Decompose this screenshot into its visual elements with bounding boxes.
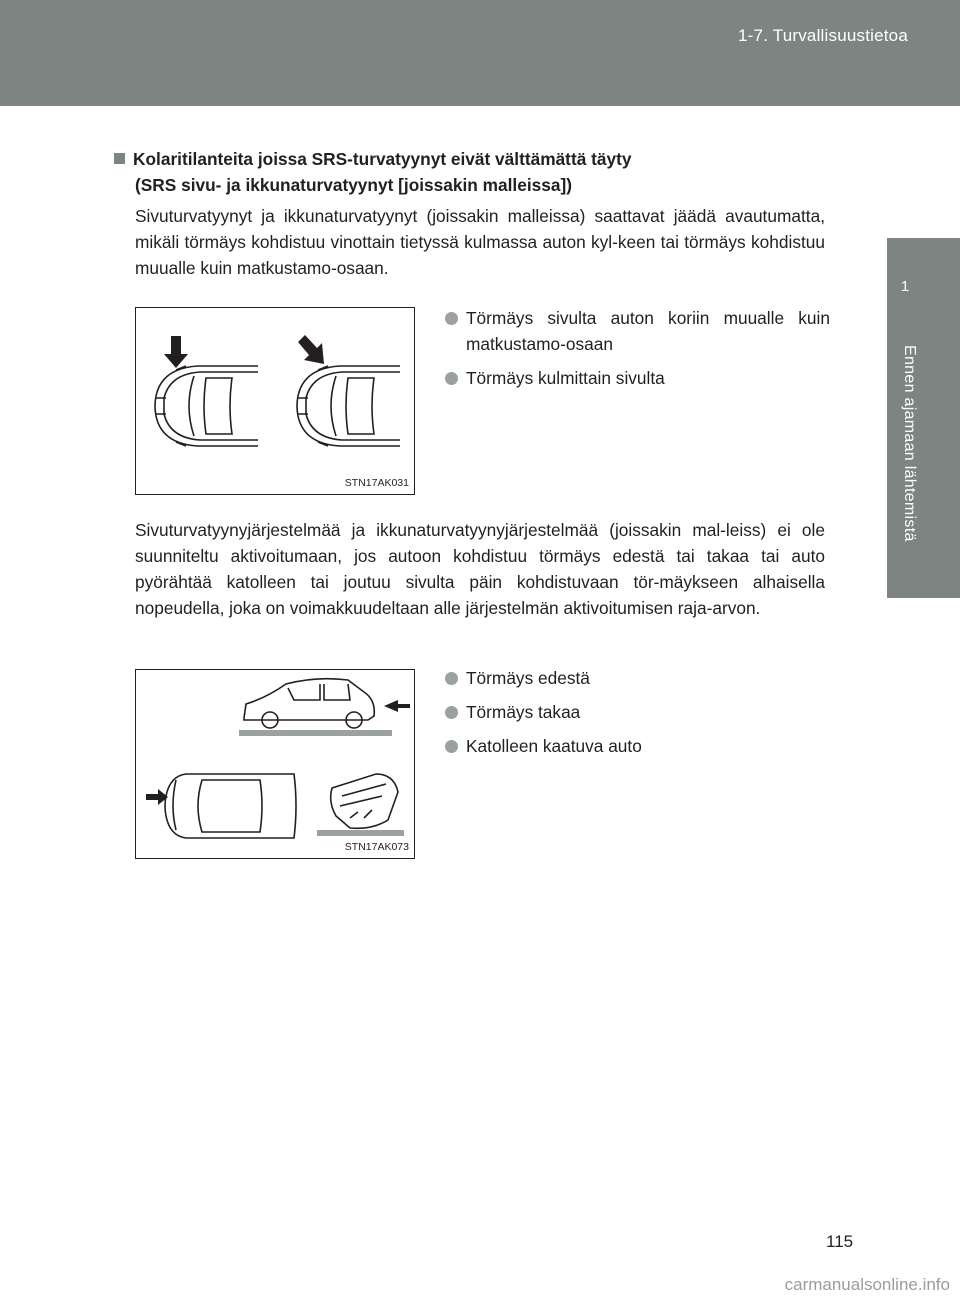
bullet-icon [445,312,458,325]
figure-front-rear-rollover [135,669,415,859]
list-item: Törmäys takaa [445,699,830,725]
heading-line-2: (SRS sivu- ja ikkunaturvatyynyt [joissakin malleissa]) [135,175,572,195]
section-title: 1-7. Turvallisuustietoa [738,26,908,45]
chapter-title: Ennen ajamaan lähtemistä [901,345,918,542]
list-item: Törmäys sivulta auton koriin muualle kuin matkustamo-osaan [445,305,830,357]
list-item: Törmäys edestä [445,665,830,691]
watermark: carmanualsonline.info [784,1275,950,1294]
side-strip [887,598,960,1301]
side-collision-illustration [136,308,414,494]
side-tab-spacer [887,106,960,238]
section-heading [114,146,834,198]
figure-1-bullets [445,305,830,399]
list-item: Törmäys kulmittain sivulta [445,365,830,391]
list-item: Katolleen kaatuva auto [445,733,830,759]
bullet-icon [445,672,458,685]
bullet-icon [445,706,458,719]
heading-line-1: Kolaritilanteita joissa SRS-turvatyynyt eivät välttämättä täyty [133,149,632,169]
page-header [0,0,960,106]
heading-square-icon [114,153,125,164]
page-number: 115 [826,1232,854,1251]
bullet-icon [445,740,458,753]
paragraph-2: Sivuturvatyynyjärjestelmää ja ikkunaturvatyynyjärjestelmää (joissakin mal-leiss) ei ole suunniteltu aktivoitumaan, jos autoon kohdistuu törmäys edestä tai takaa tai auto pyörähtää katolleen tai joutuu sivulta päin kohdistuvaan tör-mäykseen alhaisella nopeudella, joka on voimakkuudeltaan alle järjestelmän aktivoitumisen raja-arvon. [135,520,825,618]
figure-1-code: STN17AK031 [344,477,409,489]
bullet-icon [445,372,458,385]
front-rear-rollover-illustration [136,670,414,858]
figure-2-bullets [445,665,830,767]
figure-2-code: STN17AK073 [344,841,409,853]
chapter-tab-body [887,338,960,598]
figure-side-collision [135,307,415,495]
paragraph-1: Sivuturvatyynyt ja ikkunaturvatyynyt (joissakin malleissa) saattavat jäädä avautumatta, mikäli törmäys kohdistuu vinottain tietyssä kulmassa auton kyl-keen tai törmäys kohdistuu muualle kuin matkustamo-osaan. [135,206,825,278]
chapter-number: 1 [900,278,910,295]
